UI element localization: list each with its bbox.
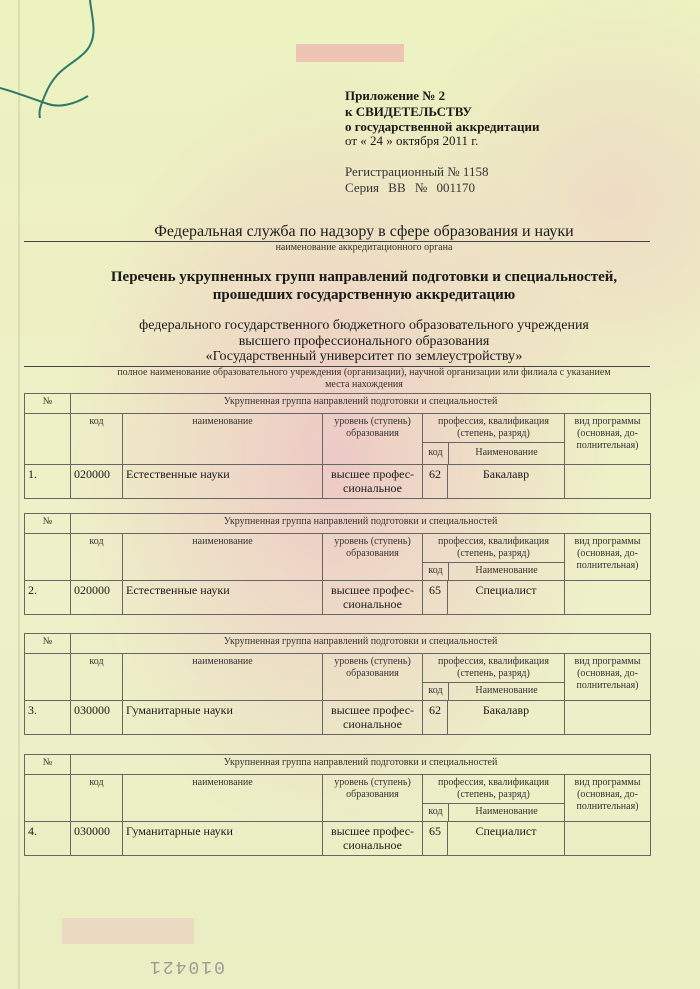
row-qual-code: 65 <box>423 581 448 615</box>
institution-caption2: места нахождения <box>325 379 403 390</box>
row-name: Гуманитарные науки <box>123 701 323 735</box>
row-program <box>565 822 651 856</box>
header-name: наименование <box>123 654 323 701</box>
group-table-1 <box>24 393 651 499</box>
header-qual-code: код <box>423 563 449 580</box>
row-program <box>565 701 651 735</box>
header-qual-name: Наименование <box>475 806 538 817</box>
row-code: 030000 <box>71 822 123 856</box>
header-qual-code: код <box>423 443 449 464</box>
header-empty <box>25 775 71 822</box>
serial-number: 010421 <box>148 956 225 976</box>
header-program: вид программы (основная, до- полнительная) <box>565 775 651 822</box>
table-row <box>25 701 651 735</box>
header-program: вид программы (основная, до- полнительная) <box>565 534 651 581</box>
header-program: вид программы (основная, до- полнительная) <box>565 414 651 465</box>
row-qual-name: Специалист <box>448 822 565 856</box>
list-title-line1: Перечень укрупненных групп направлений подготовки и специальностей, <box>110 269 618 285</box>
header-level: уровень (ступень) образования <box>323 775 423 822</box>
header-empty <box>25 534 71 581</box>
institution-line2: высшего профессионального образования <box>238 334 490 349</box>
registration-number: Регистрационный № 1158 <box>345 164 489 179</box>
header-code: код <box>71 654 123 701</box>
header-qualification: профессия, квалификация (степень, разряд) код Наименование <box>423 414 565 465</box>
institution-line1: федерального государственного бюджетного образовательного учреждения <box>139 318 589 333</box>
row-code: 030000 <box>71 701 123 735</box>
header-name: наименование <box>123 414 323 465</box>
header-code: код <box>71 414 123 465</box>
row-qual-name: Бакалавр <box>448 465 565 499</box>
agency-name: Федеральная служба по надзору в сфере образования и науки <box>154 223 574 240</box>
institution-line3: «Государственный университет по землеустройству» <box>205 349 523 364</box>
row-program <box>565 581 651 615</box>
header-num: № <box>25 634 71 654</box>
color-stamp-top <box>296 44 404 62</box>
appendix-accreditation: о государственной аккредитации <box>345 119 540 134</box>
header-qualification: профессия, квалификация (степень, разряд) код Наименование <box>423 775 565 822</box>
appendix-title: Приложение № 2 <box>345 88 446 103</box>
header-program: вид программы (основная, до- полнительная) <box>565 654 651 701</box>
header-qual-name: Наименование <box>475 565 538 576</box>
row-qual-code: 62 <box>423 465 448 499</box>
row-level: высшее профес- сиональное <box>323 701 423 735</box>
row-code: 020000 <box>71 581 123 615</box>
row-num: 1. <box>25 465 71 499</box>
row-qual-code: 65 <box>423 822 448 856</box>
appendix-certificate: к СВИДЕТЕЛЬСТВУ <box>345 104 472 119</box>
header-empty <box>25 654 71 701</box>
header-num: № <box>25 755 71 775</box>
color-stamp-bottom <box>62 918 194 944</box>
header-name: наименование <box>123 775 323 822</box>
row-num: 2. <box>25 581 71 615</box>
registration-series: Серия ВВ № 001170 <box>345 180 476 195</box>
row-qual-code: 62 <box>423 701 448 735</box>
row-num: 3. <box>25 701 71 735</box>
group-table-2 <box>24 513 651 615</box>
header-empty <box>25 414 71 465</box>
row-level: высшее профес- сиональное <box>323 822 423 856</box>
header-level: уровень (ступень) образования <box>323 414 423 465</box>
row-name: Гуманитарные науки <box>123 822 323 856</box>
header-level: уровень (ступень) образования <box>323 534 423 581</box>
header-code: код <box>71 534 123 581</box>
group-table-4 <box>24 754 651 856</box>
list-title-line2: прошедших государственную аккредитацию <box>212 287 516 303</box>
row-qual-name: Специалист <box>448 581 565 615</box>
row-name: Естественные науки <box>123 465 323 499</box>
row-qual-name: Бакалавр <box>448 701 565 735</box>
row-level: высшее профес- сиональное <box>323 465 423 499</box>
binding-thread <box>0 0 120 120</box>
row-num: 4. <box>25 822 71 856</box>
header-num: № <box>25 514 71 534</box>
header-group: Укрупненная группа направлений подготовки и специальностей <box>71 514 651 534</box>
header-qual-code: код <box>423 683 449 700</box>
header-group: Укрупненная группа направлений подготовки и специальностей <box>71 755 651 775</box>
header-group: Укрупненная группа направлений подготовки и специальностей <box>71 394 651 414</box>
row-code: 020000 <box>71 465 123 499</box>
appendix-date: от « 24 » октября 2011 г. <box>345 133 479 148</box>
header-group: Укрупненная группа направлений подготовки и специальностей <box>71 634 651 654</box>
header-qual-name: Наименование <box>475 447 538 458</box>
institution-caption1: полное наименование образовательного учреждения (организации), научной организации или филиала с указанием <box>117 367 611 378</box>
table-row <box>25 581 651 615</box>
row-program <box>565 465 651 499</box>
agency-caption: наименование аккредитационного органа <box>275 242 453 253</box>
row-level: высшее профес- сиональное <box>323 581 423 615</box>
header-qualification: профессия, квалификация (степень, разряд) код Наименование <box>423 654 565 701</box>
header-code: код <box>71 775 123 822</box>
header-qual-name: Наименование <box>475 685 538 696</box>
table-row <box>25 465 651 499</box>
header-qual-code: код <box>423 804 449 821</box>
group-table-3 <box>24 633 651 735</box>
table-row <box>25 822 651 856</box>
row-name: Естественные науки <box>123 581 323 615</box>
header-num: № <box>25 394 71 414</box>
header-qualification: профессия, квалификация (степень, разряд) код Наименование <box>423 534 565 581</box>
header-name: наименование <box>123 534 323 581</box>
header-level: уровень (ступень) образования <box>323 654 423 701</box>
sheet-edge <box>18 0 20 989</box>
